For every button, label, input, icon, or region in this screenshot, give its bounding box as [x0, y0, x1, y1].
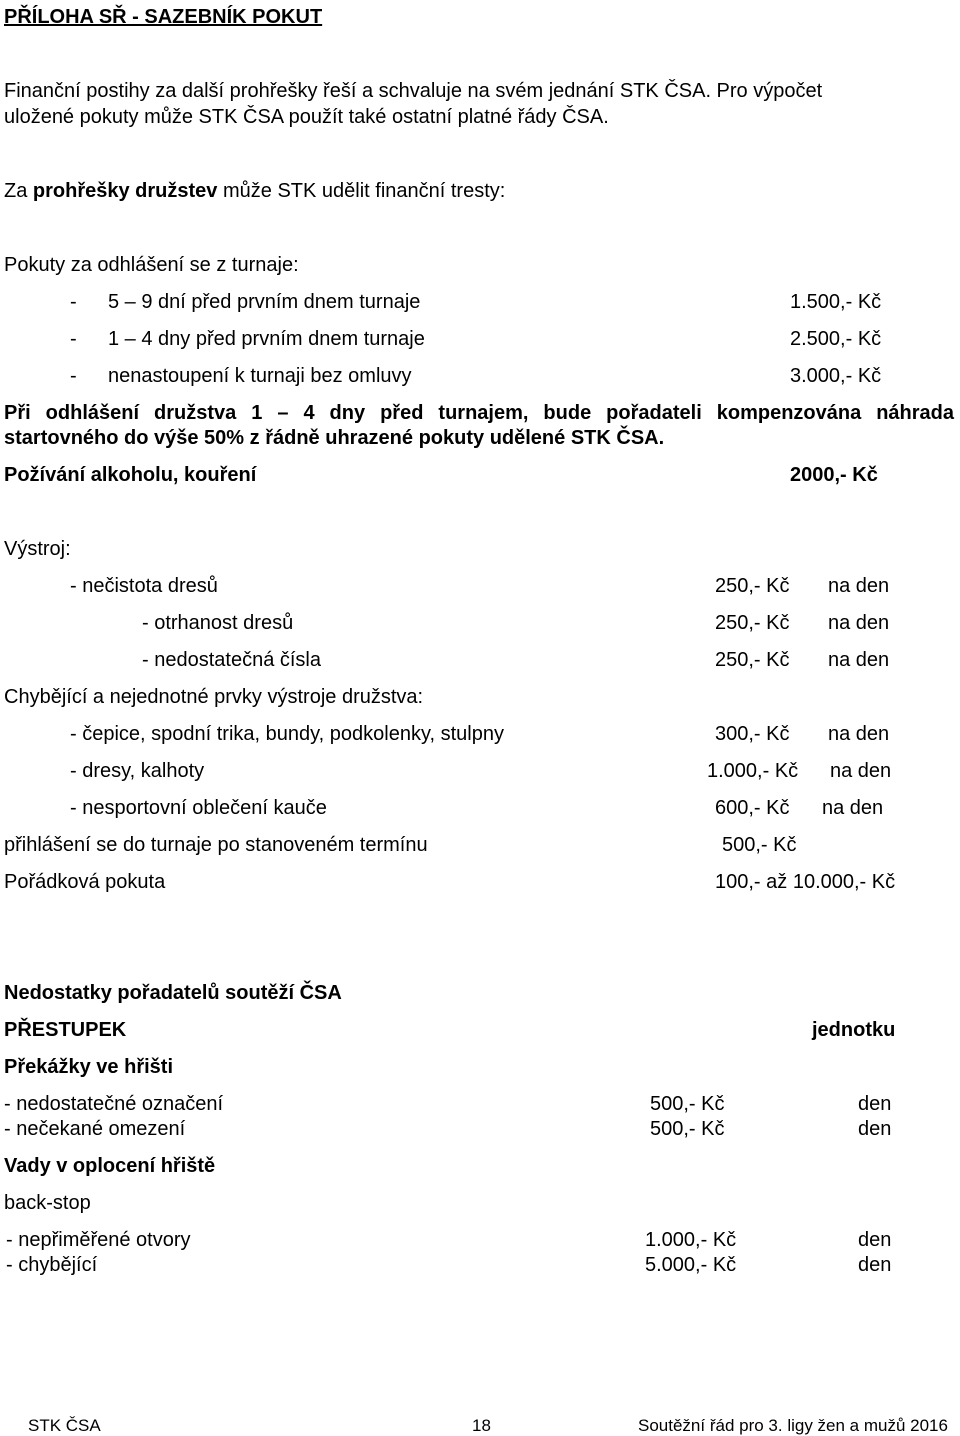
backstop-amount: 1.000,- Kč: [645, 1229, 737, 1251]
teams-line: [4, 181, 505, 201]
withdrawal-dash: -: [70, 291, 77, 313]
withdrawal-label: nenastoupení k turnaji bez omluvy: [108, 365, 412, 387]
intro-line-2: uložené pokuty může STK ČSA použít také ostatní platné řády ČSA.: [4, 106, 609, 128]
obstacle-unit: den: [858, 1093, 892, 1115]
equipment-item-amount: 250,- Kč: [715, 575, 790, 597]
withdrawal-amount: 1.500,- Kč: [790, 291, 882, 313]
column-unit-header: jednotku: [812, 1019, 896, 1041]
missing-item-unit: na den: [822, 797, 884, 819]
withdrawal-label: 1 – 4 dny před prvním dnem turnaje: [108, 328, 425, 350]
missing-item-unit: na den: [830, 760, 892, 782]
order-fine-amount: 100,- až 10.000,- Kč: [715, 871, 896, 893]
withdrawal-dash: -: [70, 365, 77, 387]
late-registration-label: přihlášení se do turnaje po stanoveném termínu: [4, 834, 428, 856]
equipment-item-label: - nedostatečná čísla: [142, 649, 321, 671]
backstop-title: back-stop: [4, 1192, 91, 1214]
obstacle-unit: den: [858, 1118, 892, 1140]
fence-title: Vady v oplocení hřiště: [4, 1155, 216, 1177]
missing-item-amount: 600,- Kč: [715, 797, 790, 819]
late-registration-amount: 500,- Kč: [722, 834, 797, 856]
obstacle-label: - nedostatečné označení: [4, 1093, 224, 1115]
withdrawal-label: 5 – 9 dní před prvním dnem turnaje: [108, 291, 421, 313]
obstacle-amount: 500,- Kč: [650, 1118, 725, 1140]
footer-right: Soutěžní řád pro 3. ligy žen a mužů 2016: [638, 1416, 948, 1435]
missing-item-amount: 1.000,- Kč: [707, 760, 799, 782]
organizers-title: Nedostatky pořadatelů soutěží ČSA: [4, 982, 342, 1004]
teams-line-bold: prohřešky družstev: [32, 180, 218, 202]
missing-item-unit: na den: [828, 723, 890, 745]
equipment-item-label: - otrhanost dresů: [142, 612, 294, 634]
missing-item-label: - nesportovní oblečení kauče: [70, 797, 327, 819]
footer-page-number: 18: [472, 1416, 491, 1435]
footer-left: STK ČSA: [28, 1416, 101, 1435]
teams-line-pre: Za: [4, 180, 33, 202]
alcohol-amount: 2000,- Kč: [790, 464, 878, 486]
withdrawal-title: Pokuty za odhlášení se z turnaje:: [4, 254, 299, 276]
backstop-unit: den: [858, 1254, 892, 1276]
equipment-item-label: - nečistota dresů: [70, 575, 218, 597]
withdrawal-amount: 3.000,- Kč: [790, 365, 882, 387]
backstop-unit: den: [858, 1229, 892, 1251]
withdrawal-amount: 2.500,- Kč: [790, 328, 882, 350]
missing-item-label: - čepice, spodní trika, bundy, podkolenky, stulpny: [70, 723, 504, 745]
equipment-item-amount: 250,- Kč: [715, 612, 790, 634]
withdrawal-note-line-2: startovného do výše 50% z řádně uhrazené pokuty udělené STK ČSA.: [4, 427, 665, 449]
order-fine-label: Pořádková pokuta: [4, 871, 166, 893]
backstop-label: - chybějící: [6, 1254, 98, 1276]
column-offense-header: PŘESTUPEK: [4, 1019, 127, 1041]
alcohol-label: Požívání alkoholu, kouření: [4, 464, 257, 486]
backstop-amount: 5.000,- Kč: [645, 1254, 737, 1276]
missing-item-amount: 300,- Kč: [715, 723, 790, 745]
withdrawal-dash: -: [70, 328, 77, 350]
obstacles-title: Překážky ve hřišti: [4, 1056, 173, 1078]
withdrawal-note-line-1: Při odhlášení družstva 1 – 4 dny před turnajem, bude pořadateli kompenzována náhrada: [4, 402, 954, 424]
equipment-item-unit: na den: [828, 649, 890, 671]
missing-items-title: Chybějící a nejednotné prvky výstroje družstva:: [4, 686, 424, 708]
page-heading: PŘÍLOHA SŘ - SAZEBNÍK POKUT: [4, 6, 323, 28]
backstop-label: - nepřiměřené otvory: [6, 1229, 191, 1251]
obstacle-label: - nečekané omezení: [4, 1118, 186, 1140]
obstacle-amount: 500,- Kč: [650, 1093, 725, 1115]
equipment-item-unit: na den: [828, 575, 890, 597]
equipment-title: Výstroj:: [4, 538, 71, 560]
teams-line-post: může STK udělit finanční tresty:: [217, 180, 506, 202]
equipment-item-unit: na den: [828, 612, 890, 634]
intro-line-1: Finanční postihy za další prohřešky řeší a schvaluje na svém jednání STK ČSA. Pro výpočet: [4, 80, 823, 102]
equipment-item-amount: 250,- Kč: [715, 649, 790, 671]
missing-item-label: - dresy, kalhoty: [70, 760, 205, 782]
